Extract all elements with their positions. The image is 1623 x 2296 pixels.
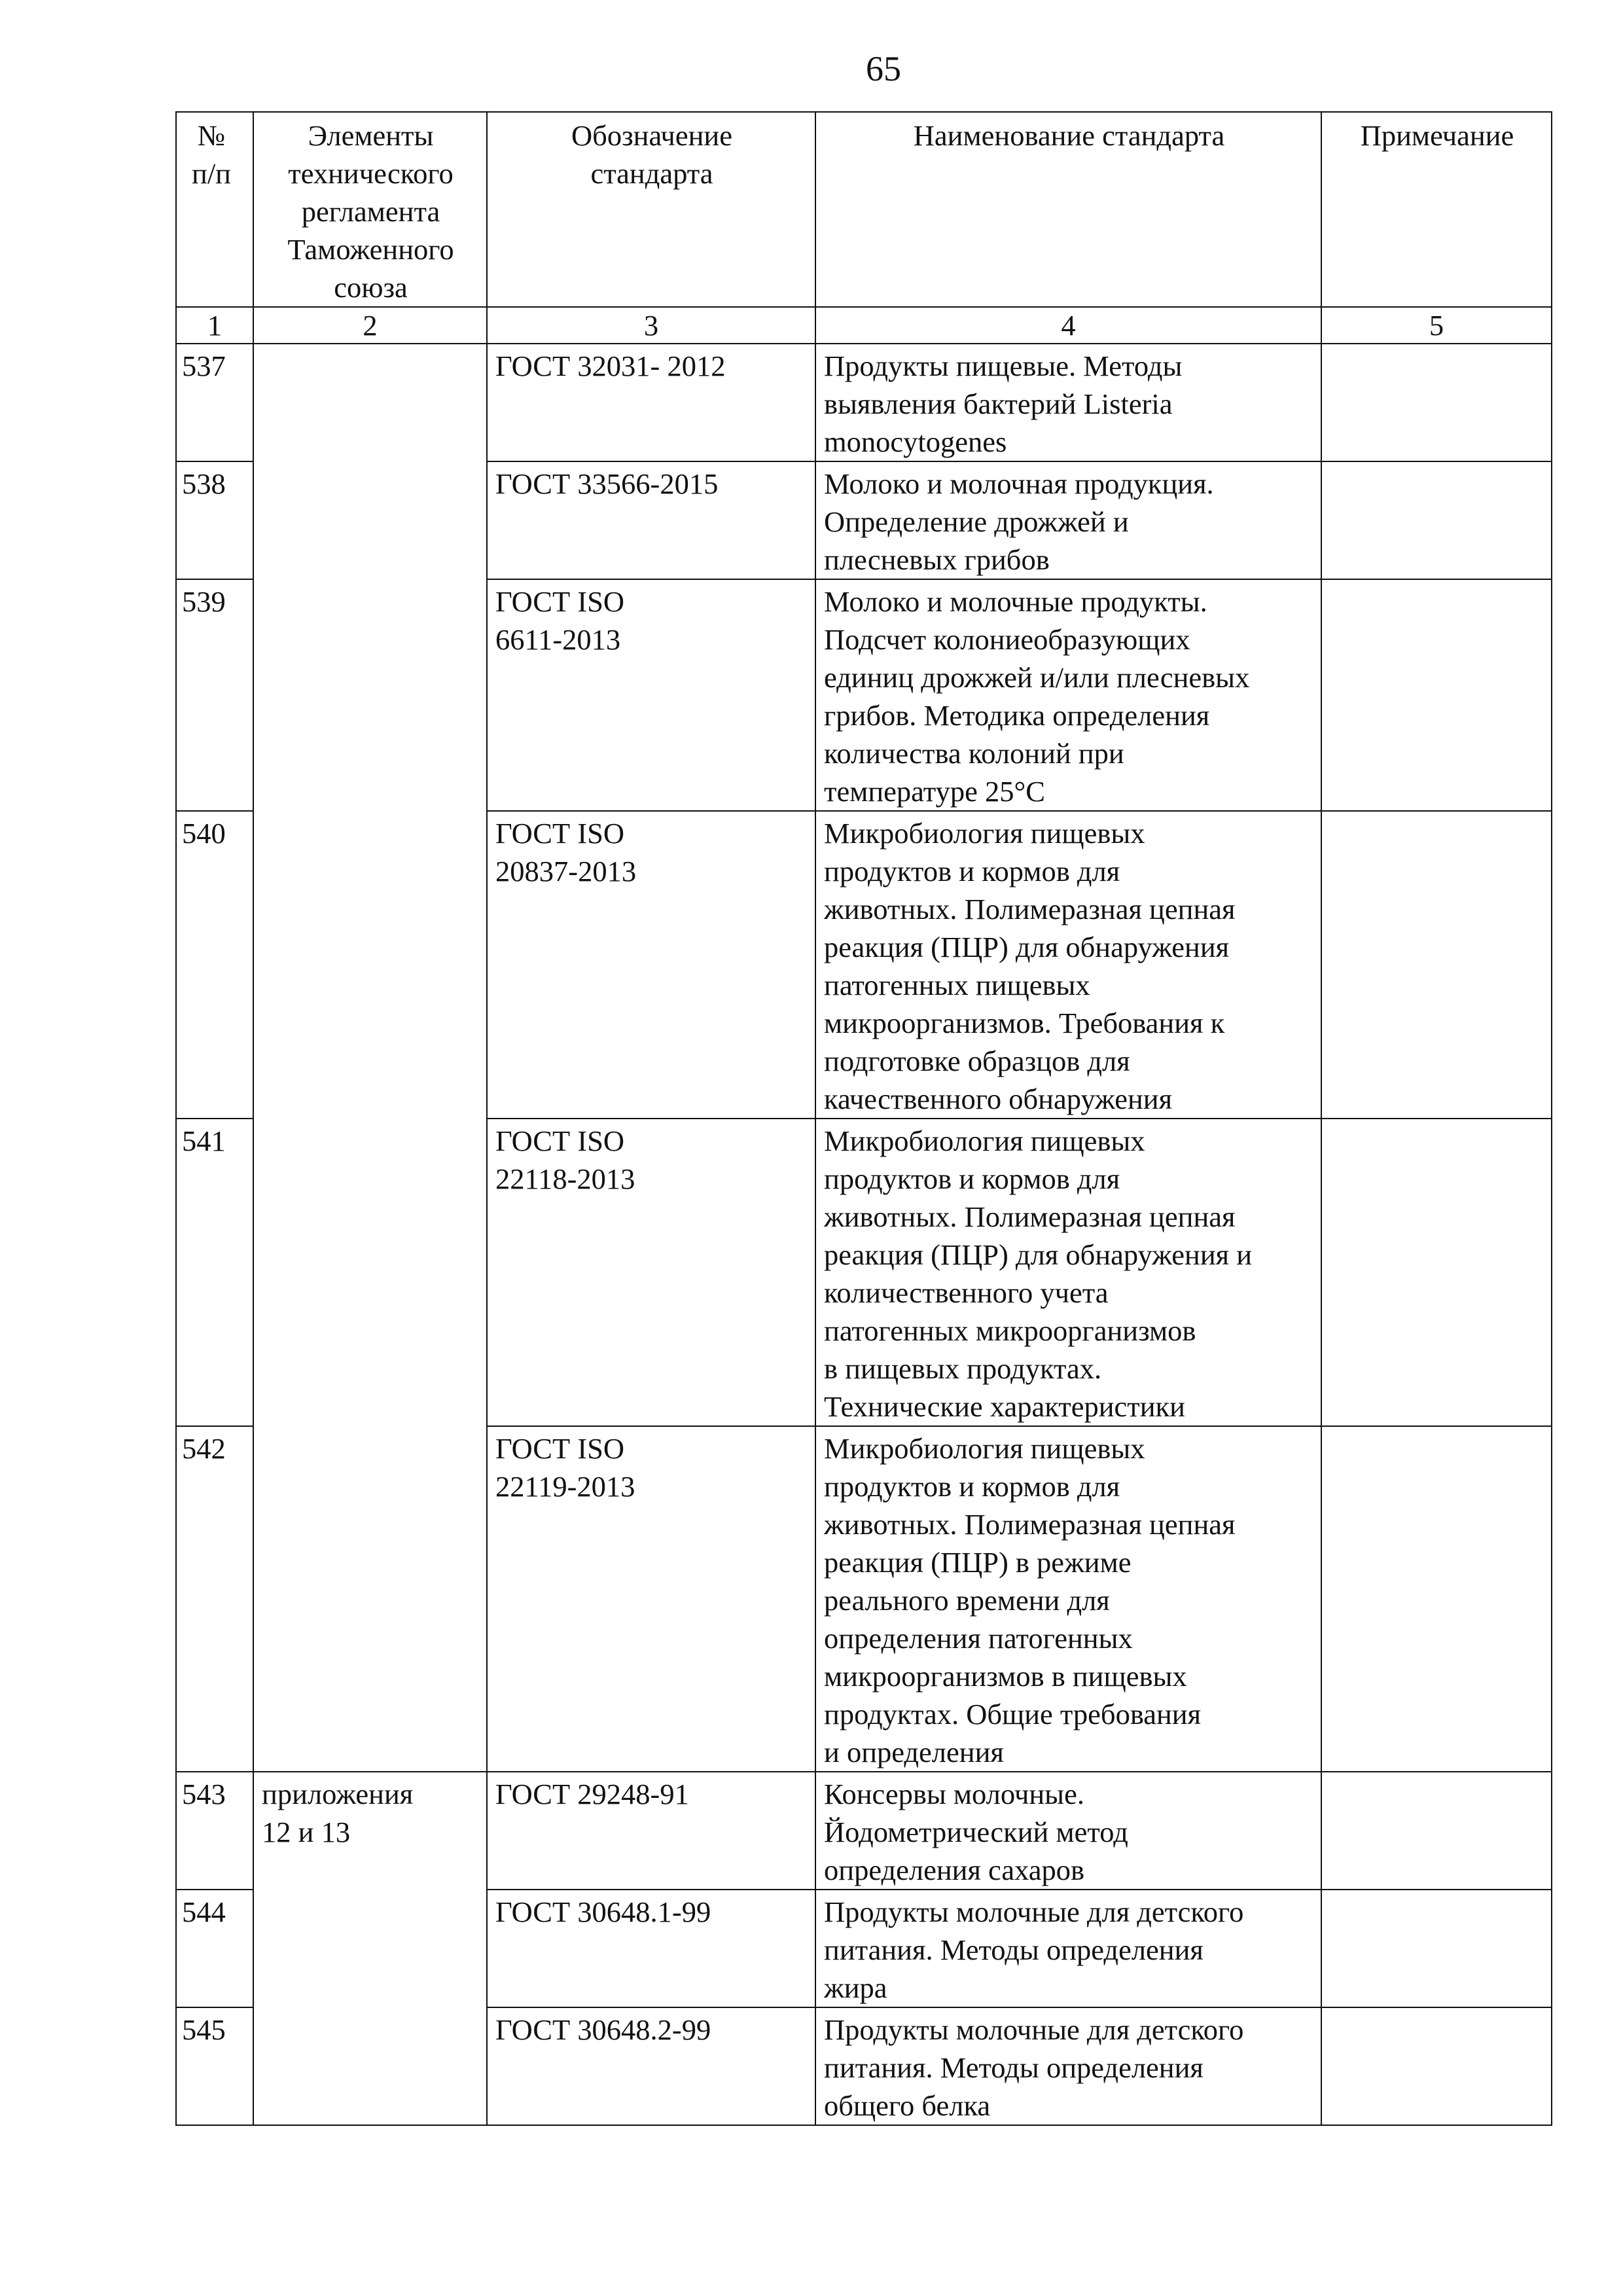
row-elements: приложения 12 и 13 (253, 1772, 487, 2125)
column-numbers-row (176, 307, 1552, 344)
row-standard-name: Молоко и молочные продукты. Подсчет колониеобразующих единиц дрожжей и/или плесневых грибов. Методика определения количества колоний при температуре 25°С (815, 579, 1321, 811)
row-designation: ГОСТ 29248-91 (487, 1772, 815, 1890)
row-note (1321, 461, 1552, 579)
row-standard-name: Микробиология пищевых продуктов и кормов для животных. Полимеразная цепная реакция (ПЦР) в режиме реального времени для определения патогенных микроорганизмов в пищевых продуктах. Общие требования и определения (815, 1426, 1321, 1772)
row-standard-name: Продукты молочные для детского питания. Методы определения жира (815, 1890, 1321, 2007)
row-note (1321, 2007, 1552, 2125)
row-note (1321, 579, 1552, 811)
row-designation: ГОСТ ISO 6611-2013 (487, 579, 815, 811)
row-standard-name: Консервы молочные. Йодометрический метод определения сахаров (815, 1772, 1321, 1890)
row-number: 538 (176, 461, 253, 579)
column-number: 3 (487, 307, 815, 344)
row-designation: ГОСТ 30648.2-99 (487, 2007, 815, 2125)
row-number: 539 (176, 579, 253, 811)
row-note (1321, 1426, 1552, 1772)
row-designation: ГОСТ ISO 22119-2013 (487, 1426, 815, 1772)
row-standard-name: Продукты пищевые. Методы выявления бактерий Listeria monocytogenes (815, 344, 1321, 461)
row-number: 541 (176, 1119, 253, 1426)
column-number: 1 (176, 307, 253, 344)
row-designation: ГОСТ 33566-2015 (487, 461, 815, 579)
row-standard-name: Продукты молочные для детского питания. Методы определения общего белка (815, 2007, 1321, 2125)
row-designation: ГОСТ ISO 20837-2013 (487, 811, 815, 1119)
column-number: 5 (1321, 307, 1552, 344)
row-number: 544 (176, 1890, 253, 2007)
header-designation: Обозначение стандарта (487, 112, 815, 307)
column-number: 4 (815, 307, 1321, 344)
table-row (176, 344, 1552, 461)
column-number: 2 (253, 307, 487, 344)
page-number: 65 (866, 49, 901, 88)
row-standard-name: Микробиология пищевых продуктов и кормов для животных. Полимеразная цепная реакция (ПЦР) для обнаружения патогенных пищевых микроорганизмов. Требования к подготовке образцов для качественного обнаружения (815, 811, 1321, 1119)
row-number: 543 (176, 1772, 253, 1890)
row-note (1321, 344, 1552, 461)
row-number: 540 (176, 811, 253, 1119)
standards-table (175, 111, 1552, 2126)
header-elements: Элементы технического регламента Таможенного союза (253, 112, 487, 307)
row-designation: ГОСТ 30648.1-99 (487, 1890, 815, 2007)
row-note (1321, 1890, 1552, 2007)
row-note (1321, 1119, 1552, 1426)
row-designation: ГОСТ ISO 22118-2013 (487, 1119, 815, 1426)
table-header-row (176, 112, 1552, 307)
table-row (176, 1772, 1552, 1890)
row-designation: ГОСТ 32031- 2012 (487, 344, 815, 461)
row-number: 545 (176, 2007, 253, 2125)
row-note (1321, 1772, 1552, 1890)
row-number: 542 (176, 1426, 253, 1772)
header-standard-name: Наименование стандарта (815, 112, 1321, 307)
header-number: № п/п (176, 112, 253, 307)
row-note (1321, 811, 1552, 1119)
row-number: 537 (176, 344, 253, 461)
row-standard-name: Микробиология пищевых продуктов и кормов для животных. Полимеразная цепная реакция (ПЦР) для обнаружения и количественного учета патогенных микроорганизмов в пищевых продуктах. Технические характеристики (815, 1119, 1321, 1426)
row-elements (253, 344, 487, 1772)
row-standard-name: Молоко и молочная продукция. Определение дрожжей и плесневых грибов (815, 461, 1321, 579)
header-note: Примечание (1321, 112, 1552, 307)
